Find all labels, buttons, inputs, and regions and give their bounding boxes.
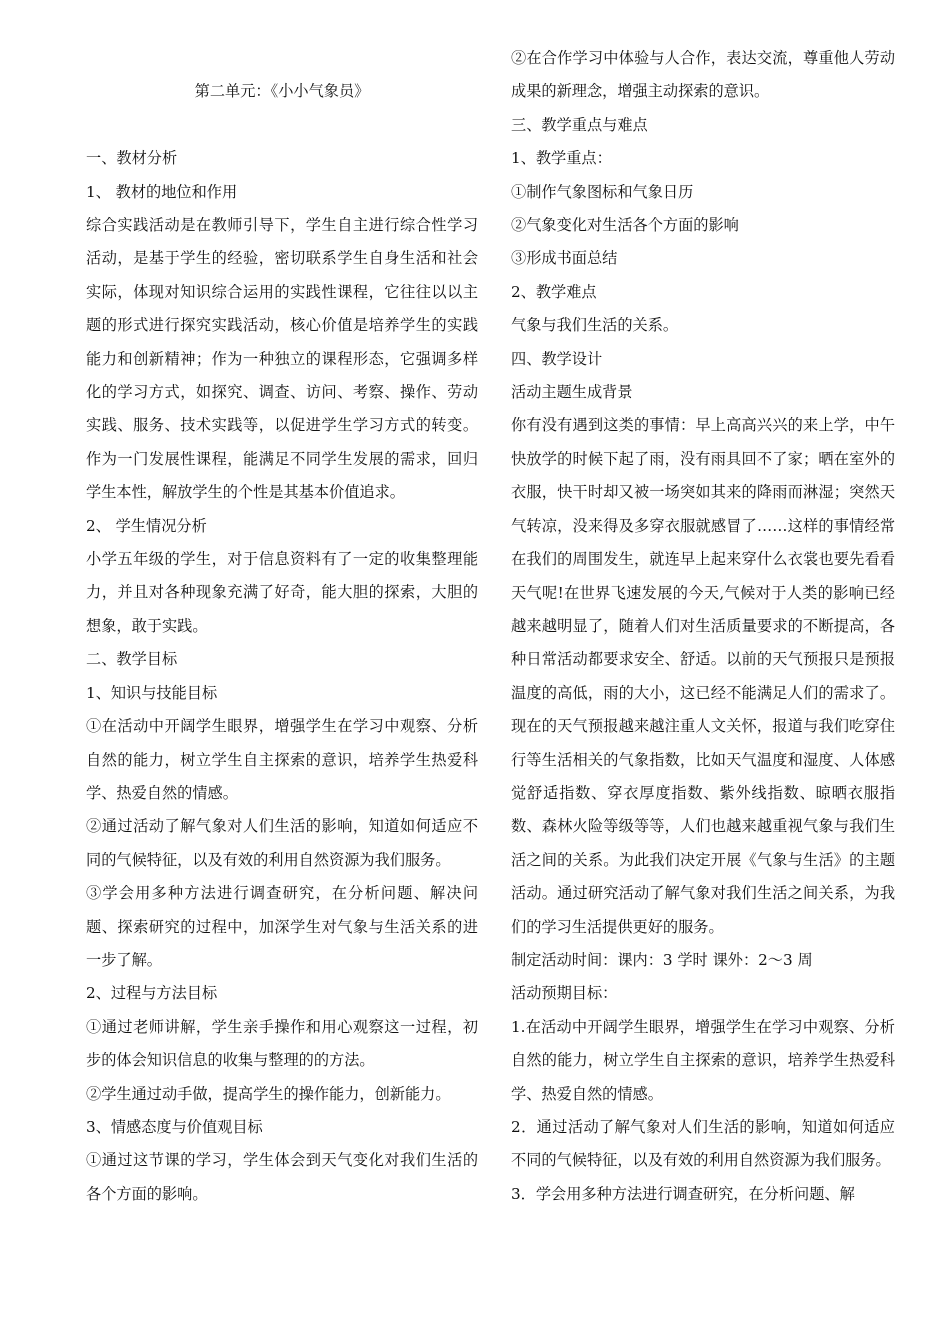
subsection-heading: 1、知识与技能目标 [86,683,218,702]
list-item: ③形成书面总结 [511,249,618,268]
subsection-heading: 2、 学生情况分析 [86,516,207,535]
list-item: ③学会用多种方法进行调查研究，在分析问题、解决问题、探索研究的过程中，加深学生对气象与生活关系的进一步了解。 [86,884,478,969]
list-item: ①在活动中开阔学生眼界，增强学生在学习中观察、分析自然的能力，树立学生自主探索的意识，培养学生热爱科学、热爱自然的情感。 [86,717,478,802]
subsection-heading: 活动主题生成背景 [511,383,633,402]
page-title: 第二单元：《小小气象员》 [194,82,370,101]
list-item: ②通过活动了解气象对人们生活的影响，知道如何适应不同的气候特征，以及有效的利用自然资源为我们服务。 [86,817,478,869]
left-column [86,42,478,1211]
section-heading: 一、教材分析 [86,149,178,168]
spacer [86,42,478,75]
subsection-heading: 活动预期目标： [511,984,618,1003]
section-heading: 三、教学重点与难点 [511,115,648,134]
spacer [86,109,478,142]
subsection-heading: 3、情感态度与价值观目标 [86,1117,263,1136]
body-paragraph: 你有没有遇到这类的事情：早上高高兴兴的来上学，中午快放学的时候下起了雨，没有雨具回不了家；晒在室外的衣服，快干时却又被一场突如其来的降雨而淋湿；突然天气转凉，没来得及多穿衣服就感冒了……这样的事情经常在我们的周围发生，就连早上起来穿什么衣裳也要先看看天气呢!在世界飞速发展的今天,气候对于人类的影响已经越来越明显了，随着人们对生活质量要求的不断提高，各种日常活动都要求安全、舒适。以前的天气预报只是预报温度的高低，雨的大小，这已经不能满足人们的需求了。现在的天气预报越来越注重人文关怀，报道与我们吃穿住行等生活相关的气象指数，比如天气温度和湿度、人体感觉舒适指数、穿衣厚度指数、紫外线指数、晾晒衣服指数、森林火险等级等等，人们也越来越重视气象与我们生活之间的关系。为此我们决定开展《气象与生活》的主题活动。通过研究活动了解气象对我们生活之间关系，为我们的学习生活提供更好的服务。 [511,416,895,936]
subsection-heading: 2、过程与方法目标 [86,984,218,1003]
right-column [511,42,895,1211]
list-item: ①通过这节课的学习，学生体会到天气变化对我们生活的各个方面的影响。 [86,1151,478,1203]
section-heading: 二、教学目标 [86,650,178,669]
list-item: ①通过老师讲解，学生亲手操作和用心观察这一过程，初步的体会知识信息的收集与整理的的方法。 [86,1017,478,1070]
list-item: ②在合作学习中体验与人合作，表达交流，尊重他人劳动成果的新理念，增强主动探索的意识。 [511,49,895,101]
section-heading: 四、教学设计 [511,349,603,368]
list-item: ②气象变化对生活各个方面的影响 [511,216,739,235]
body-paragraph: 制定活动时间：课内：3 学时 课外：2～3 周 [511,950,813,969]
list-item: 1.在活动中开阔学生眼界，增强学生在学习中观察、分析自然的能力，树立学生自主探索的意识，培养学生热爱科学、热爱自然的情感。 [511,1017,895,1103]
body-paragraph: 小学五年级的学生，对于信息资料有了一定的收集整理能力，并且对各种现象充满了好奇，能大胆的探索，大胆的想象，敢于实践。 [86,550,478,635]
subsection-heading: 1、教学重点： [511,149,612,168]
list-item: 3．学会用多种方法进行调查研究，在分析问题、解 [511,1184,855,1203]
subsection-heading: 2、教学难点 [511,282,597,301]
list-item: ②学生通过动手做，提高学生的操作能力，创新能力。 [86,1084,451,1103]
list-item: ①制作气象图标和气象日历 [511,182,694,201]
body-paragraph: 综合实践活动是在教师引导下，学生自主进行综合性学习活动，是基于学生的经验，密切联系学生自身生活和社会实际，体现对知识综合运用的实践性课程，它往往以以主题的形式进行探究实践活动，核心价值是培养学生的实践能力和创新精神；作为一种独立的课程形态，它强调多样化的学习方式，如探究、调查、访问、考察、操作、劳动实践、服务、技术实践等，以促进学生学习方式的转变。作为一门发展性课程，能满足不同学生发展的需求，回归学生本性，解放学生的个性是其基本价值追求。 [86,216,478,502]
list-item: 2．通过活动了解气象对人们生活的影响，知道如何适应不同的气候特征，以及有效的利用自然资源为我们服务。 [511,1118,895,1170]
subsection-heading: 1、 教材的地位和作用 [86,182,238,201]
body-paragraph: 气象与我们生活的关系。 [511,316,679,335]
